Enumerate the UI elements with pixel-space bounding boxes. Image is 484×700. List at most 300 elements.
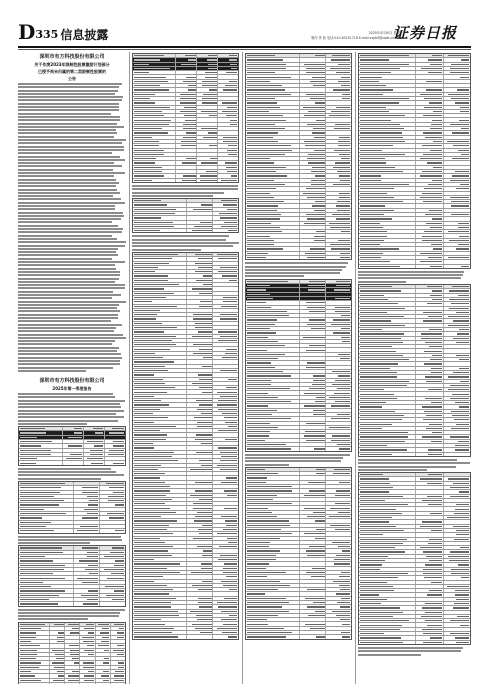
table-cell — [133, 631, 187, 634]
table-cell — [359, 486, 416, 489]
text-line — [358, 654, 421, 656]
text-line — [18, 208, 115, 210]
table-cell — [359, 414, 416, 417]
table-cell — [300, 247, 326, 250]
text-line — [18, 264, 115, 266]
text-line — [245, 275, 304, 277]
table-cell — [187, 425, 213, 428]
table-cell — [300, 635, 326, 638]
table-cell — [326, 353, 351, 356]
table-cell — [100, 598, 125, 601]
table-cell — [187, 421, 213, 424]
table-cell — [176, 114, 197, 117]
table-cell — [359, 311, 416, 314]
table-cell — [65, 674, 80, 677]
table-cell — [326, 297, 351, 300]
table-cell — [187, 378, 213, 381]
table-cell — [246, 149, 300, 152]
table-cell — [246, 519, 300, 522]
table-cell — [80, 679, 95, 682]
table-cell — [133, 459, 187, 462]
table-cell — [246, 118, 300, 121]
table-cell — [84, 431, 105, 434]
table-cell — [133, 433, 187, 436]
table-cell — [416, 427, 443, 430]
table-cell — [218, 170, 238, 173]
text-line — [18, 198, 121, 200]
table-cell — [74, 508, 100, 511]
table-cell — [416, 435, 443, 438]
table-cell — [187, 305, 213, 308]
table-cell — [50, 683, 65, 684]
table-cell — [19, 640, 50, 643]
table-row — [19, 683, 125, 684]
table-cell — [246, 476, 300, 479]
table-cell — [359, 187, 416, 190]
table-cell — [187, 212, 213, 215]
table-cell — [444, 144, 470, 147]
table-cell — [326, 314, 351, 317]
table-cell — [416, 611, 443, 614]
table-cell — [246, 297, 300, 300]
table-cell — [187, 481, 213, 484]
table-cell — [19, 444, 63, 447]
table-cell — [444, 63, 470, 66]
table-cell — [416, 217, 443, 220]
table-cell — [300, 383, 326, 386]
table-cell — [19, 585, 74, 588]
text-line — [18, 304, 119, 306]
table-cell — [246, 627, 300, 630]
table-cell — [246, 88, 300, 91]
table-cell — [300, 426, 326, 429]
table-cell — [300, 344, 326, 347]
table-cell — [444, 114, 470, 117]
table-cell — [65, 649, 80, 652]
article-2-title: 2025年第一季度报告 — [52, 386, 92, 392]
table-cell — [133, 339, 187, 342]
table-cell — [416, 294, 443, 297]
table-cell — [19, 440, 63, 443]
table-cell — [359, 170, 416, 173]
table-cell — [187, 221, 213, 224]
table-cell — [326, 174, 351, 177]
text-line — [18, 360, 120, 362]
table-cell — [326, 84, 351, 87]
table-cell — [187, 622, 213, 625]
table-cell — [300, 209, 326, 212]
table-cell — [19, 495, 74, 498]
table-cell — [218, 149, 238, 152]
table-cell — [326, 166, 351, 169]
table-cell — [100, 482, 125, 485]
text-line — [18, 162, 114, 164]
table-cell — [326, 323, 351, 326]
table-cell — [326, 144, 351, 147]
table-cell — [218, 174, 238, 177]
table-cell — [213, 216, 238, 219]
table-cell — [218, 131, 238, 134]
table-cell — [326, 597, 351, 600]
page-letter: D — [18, 20, 35, 44]
table-cell — [111, 679, 125, 682]
text-line — [18, 471, 116, 473]
table-cell — [416, 341, 443, 344]
table-cell — [300, 476, 326, 479]
table-cell — [359, 209, 416, 212]
table-cell — [326, 153, 351, 156]
table-cell — [246, 179, 300, 182]
article-2-text-1 — [18, 468, 126, 480]
table-cell — [444, 611, 470, 614]
table-cell — [444, 371, 470, 374]
table-cell — [416, 209, 443, 212]
table-cell — [80, 649, 95, 652]
table-cell — [359, 593, 416, 596]
text-line — [18, 294, 121, 296]
table-cell — [74, 585, 100, 588]
text-line — [18, 205, 115, 207]
table-cell — [300, 396, 326, 399]
text-line — [18, 218, 121, 220]
text-line — [18, 347, 119, 349]
table-cell — [300, 627, 326, 630]
table-cell — [326, 404, 351, 407]
table-cell — [187, 455, 213, 458]
table-cell — [326, 481, 351, 484]
text-line — [245, 262, 348, 264]
text-line — [18, 320, 111, 322]
table-cell — [187, 208, 213, 211]
table-cell — [444, 503, 470, 506]
table-cell — [213, 433, 238, 436]
table-cell — [416, 174, 443, 177]
table-cell — [187, 459, 213, 462]
table-cell — [246, 597, 300, 600]
table-cell — [218, 54, 238, 57]
table-cell — [416, 632, 443, 635]
table-cell — [416, 166, 443, 169]
table-cell — [246, 601, 300, 604]
table-cell — [100, 594, 125, 597]
page-number: 335 — [35, 28, 59, 41]
table-cell — [246, 187, 300, 190]
table-cell — [416, 110, 443, 113]
table-cell — [359, 144, 416, 147]
table-cell — [246, 468, 300, 471]
table-cell — [100, 555, 125, 558]
table-cell — [187, 339, 213, 342]
table-cell — [326, 413, 351, 416]
table-cell — [444, 550, 470, 553]
article-1-title-line-3: 公告 — [68, 76, 76, 81]
table-cell — [218, 157, 238, 160]
table-cell — [300, 144, 326, 147]
table-cell — [197, 140, 218, 143]
table-cell — [246, 58, 300, 61]
table-cell — [133, 170, 176, 173]
table-cell — [416, 576, 443, 579]
table-cell — [300, 515, 326, 518]
table-cell — [213, 395, 238, 398]
table-cell — [133, 601, 187, 604]
table-cell — [187, 502, 213, 505]
table-cell — [444, 294, 470, 297]
table-cell — [326, 635, 351, 638]
table-cell — [187, 373, 213, 376]
table-cell — [100, 546, 125, 549]
table-body — [358, 53, 471, 269]
table-cell — [187, 352, 213, 355]
table-cell — [300, 506, 326, 509]
table-cell — [133, 472, 187, 475]
text-line — [18, 129, 116, 131]
table-cell — [197, 166, 218, 169]
table-cell — [176, 110, 197, 113]
table-cell — [19, 623, 50, 626]
table-cell — [416, 538, 443, 541]
table-cell — [105, 440, 125, 443]
table-cell — [444, 332, 470, 335]
table-cell — [359, 482, 416, 485]
table-cell — [300, 306, 326, 309]
table-cell — [213, 343, 238, 346]
table-cell — [359, 234, 416, 237]
table-cell — [213, 360, 238, 363]
text-line — [18, 539, 122, 541]
table-cell — [359, 632, 416, 635]
table-cell — [416, 84, 443, 87]
table-cell — [326, 622, 351, 625]
table-cell — [300, 230, 326, 233]
table-cell — [300, 584, 326, 587]
table-cell — [300, 153, 326, 156]
text-line — [132, 235, 229, 237]
table-cell — [416, 170, 443, 173]
table-cell — [133, 347, 187, 350]
table-cell — [213, 549, 238, 552]
table-cell — [359, 375, 416, 378]
table-cell — [300, 101, 326, 104]
table-cell — [213, 322, 238, 325]
table-cell — [300, 404, 326, 407]
table-cell — [326, 439, 351, 442]
table-cell — [326, 532, 351, 535]
table-cell — [416, 375, 443, 378]
table-cell — [80, 636, 95, 639]
table-cell — [246, 494, 300, 497]
table-cell — [197, 153, 218, 156]
table-cell — [300, 468, 326, 471]
table-cell — [133, 123, 176, 126]
masthead — [0, 0, 484, 44]
table-cell — [326, 256, 351, 259]
table-cell — [300, 187, 326, 190]
table-cell — [213, 575, 238, 578]
table-cell — [326, 489, 351, 492]
table-cell — [359, 453, 416, 456]
table-cell — [176, 123, 197, 126]
text-line — [18, 93, 115, 95]
table-cell — [50, 674, 65, 677]
table-cell — [326, 71, 351, 74]
table-cell — [359, 289, 416, 292]
table-cell — [218, 123, 238, 126]
table-cell — [416, 585, 443, 588]
table-cell — [444, 482, 470, 485]
table-cell — [50, 661, 65, 664]
table-cell — [444, 260, 470, 263]
table-cell — [187, 300, 213, 303]
table-cell — [444, 337, 470, 340]
table-cell — [444, 265, 470, 268]
table-cell — [246, 157, 300, 160]
table-cell — [246, 256, 300, 259]
table-cell — [359, 123, 416, 126]
table-cell — [246, 131, 300, 134]
table-cell — [246, 554, 300, 557]
table-cell — [416, 247, 443, 250]
table-cell — [246, 110, 300, 113]
table-cell — [300, 196, 326, 199]
table-cell — [50, 623, 65, 626]
table-cell — [50, 631, 65, 634]
table-cell — [100, 559, 125, 562]
table-cell — [300, 84, 326, 87]
table-cell — [416, 239, 443, 242]
table-cell — [416, 623, 443, 626]
table-cell — [326, 383, 351, 386]
table-cell — [19, 449, 63, 452]
text-line — [358, 466, 456, 468]
table-cell — [416, 345, 443, 348]
table-cell — [444, 358, 470, 361]
table-cell — [300, 256, 326, 259]
table-cell — [187, 635, 213, 638]
table-cell — [65, 627, 80, 630]
table-cell — [19, 499, 74, 502]
table-cell — [84, 453, 105, 456]
table-cell — [246, 404, 300, 407]
table-cell — [133, 174, 176, 177]
table-cell — [63, 436, 84, 439]
table-cell — [326, 318, 351, 321]
text-line — [18, 228, 123, 230]
table-cell — [19, 683, 50, 684]
table-cell — [65, 683, 80, 684]
table-cell — [246, 614, 300, 617]
table-cell — [246, 558, 300, 561]
table-cell — [133, 208, 187, 211]
table-cell — [416, 183, 443, 186]
table-cell — [187, 326, 213, 329]
table-cell — [213, 567, 238, 570]
table-cell — [444, 367, 470, 370]
table-cell — [133, 149, 176, 152]
cash-flow-note — [245, 454, 352, 466]
table-cell — [359, 97, 416, 100]
table-cell — [444, 131, 470, 134]
text-line — [18, 185, 116, 187]
table-cell — [326, 293, 351, 296]
text-line — [18, 393, 113, 395]
table-cell — [416, 555, 443, 558]
table-cell — [213, 494, 238, 497]
table-cell — [444, 166, 470, 169]
table-cell — [133, 166, 176, 169]
table-cell — [246, 344, 300, 347]
text-line — [18, 113, 111, 115]
table-cell — [218, 84, 238, 87]
table-cell — [187, 489, 213, 492]
table-cell — [416, 131, 443, 134]
table-cell — [444, 512, 470, 515]
table-cell — [444, 559, 470, 562]
table-cell — [246, 247, 300, 250]
table-cell — [133, 421, 187, 424]
article-2-table-4 — [18, 622, 126, 684]
financial-table-2 — [132, 198, 239, 233]
page-number-block — [18, 22, 108, 42]
table-cell — [246, 63, 300, 66]
table-cell — [74, 512, 100, 515]
table-cell — [197, 179, 218, 182]
table-cell — [326, 400, 351, 403]
table-cell — [326, 63, 351, 66]
table-cell — [326, 348, 351, 351]
table-body — [358, 472, 471, 645]
table-cell — [300, 106, 326, 109]
table-cell — [133, 253, 187, 256]
table-cell — [300, 610, 326, 613]
table-cell — [246, 318, 300, 321]
table-cell — [213, 429, 238, 432]
table-cell — [197, 131, 218, 134]
text-line — [18, 159, 125, 161]
table-cell — [300, 183, 326, 186]
table-cell — [133, 93, 176, 96]
table-cell — [359, 431, 416, 434]
text-line — [18, 612, 120, 614]
table-cell — [100, 568, 125, 571]
table-cell — [213, 309, 238, 312]
table-cell — [74, 482, 100, 485]
table-cell — [444, 619, 470, 622]
table-cell — [246, 370, 300, 373]
table-cell — [444, 392, 470, 395]
table-cell — [187, 545, 213, 548]
table-cell — [300, 293, 326, 296]
table-cell — [187, 605, 213, 608]
table-cell — [19, 516, 74, 519]
table-cell — [65, 661, 80, 664]
table-cell — [74, 529, 100, 532]
table-cell — [176, 75, 197, 78]
table-cell — [197, 127, 218, 130]
table-cell — [416, 512, 443, 515]
table-cell — [187, 274, 213, 277]
table-row — [133, 179, 238, 182]
table-cell — [444, 615, 470, 618]
table-cell — [300, 592, 326, 595]
column-divider-3 — [355, 52, 356, 684]
table-cell — [444, 435, 470, 438]
table-cell — [416, 568, 443, 571]
table-cell — [197, 93, 218, 96]
table-cell — [444, 598, 470, 601]
table-cell — [300, 63, 326, 66]
table-cell — [326, 340, 351, 343]
